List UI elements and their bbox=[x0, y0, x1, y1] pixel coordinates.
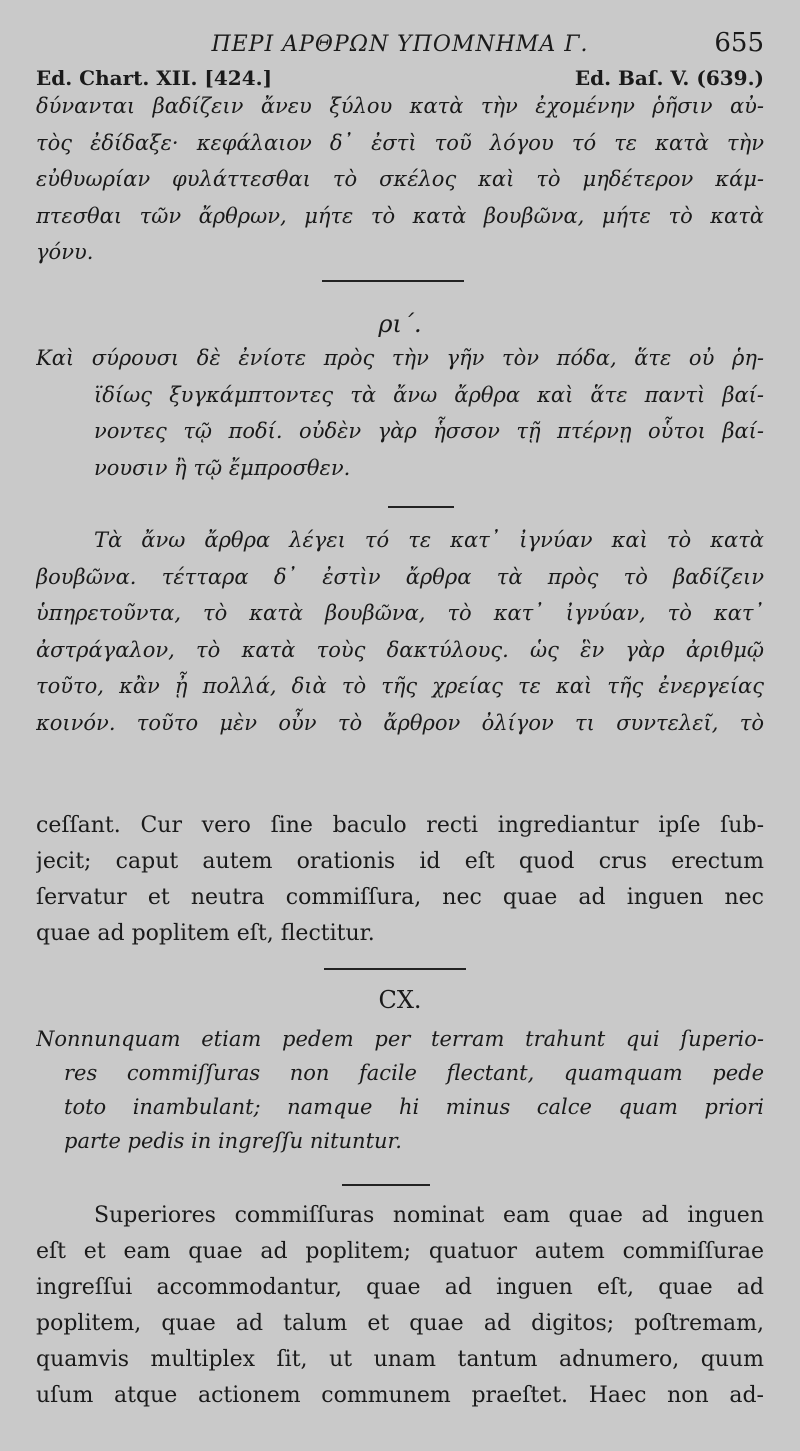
text-line: τὸς ἐδίδαξε· κεφάλαιον δ᾽ ἐστὶ τοῦ λόγου τό τε κατὰ τὴν bbox=[36, 130, 764, 155]
text-line: πτεσθαι τῶν ἄρθρων, μήτε τὸ κατὰ βουβῶνα, μήτε τὸ κατὰ bbox=[36, 203, 764, 228]
page-header bbox=[36, 28, 764, 68]
text-line: δύνανται βαδίζειν ἄνευ ξύλου κατὰ τὴν ἐχομένην ῥῆσιν αὐ- bbox=[36, 94, 764, 118]
text-line: ϊδίως ξυγκάμπτοντες τὰ ἄνω ἄρθρα καὶ ἅτε παντὶ βαί- bbox=[94, 382, 764, 407]
greek-section-number: ρι΄. bbox=[378, 310, 422, 338]
text-line: jecit; caput autem orationis id eſt quod crus erectum bbox=[36, 849, 764, 874]
text-line: quamvis multiplex ſit, ut unam tantum adnumero, quum bbox=[36, 1347, 764, 1372]
text-line: ſervatur et neutra commiſſura, nec quae ad inguen nec bbox=[36, 885, 764, 910]
text-line: γόνυ. bbox=[36, 240, 94, 264]
text-line: poplitem, quae ad talum et quae ad digitos; poſtremam, bbox=[36, 1311, 764, 1336]
edition-basel-ref: Ed. Baſ. V. (639.) bbox=[574, 66, 764, 90]
text-line: τοῦτο, κἂν ᾖ πολλά, διὰ τὸ τῆς χρείας τε καὶ τῆς ἐνεργείας bbox=[36, 674, 764, 698]
text-line: ceſſant. Cur vero ſine baculo recti ingrediantur ipſe ſub- bbox=[36, 813, 764, 838]
edition-chart-ref: Ed. Chart. XII. [424.] bbox=[36, 66, 273, 90]
text-line: eſt et eam quae ad poplitem; quatuor autem commiſſurae bbox=[36, 1239, 764, 1264]
section-divider bbox=[388, 506, 454, 508]
text-line: Superiores commiſſuras nominat eam quae ad inguen bbox=[94, 1203, 764, 1228]
latin-section-number: CX. bbox=[378, 986, 422, 1014]
text-line: κοινόν. τοῦτο μὲν οὖν τὸ ἄρθρον ὀλίγον τι συντελεῖ, τὸ bbox=[36, 710, 764, 735]
text-line: εὐθυωρίαν φυλάττεσθαι τὸ σκέλος καὶ τὸ μηδέτερον κάμ- bbox=[36, 167, 764, 191]
section-divider bbox=[342, 1184, 430, 1186]
text-line: Καὶ σύρουσι δὲ ἐνίοτε πρὸς τὴν γῆν τὸν πόδα, ἅτε οὐ ῥη- bbox=[36, 346, 764, 370]
text-line: ἀστράγαλον, τὸ κατὰ τοὺς δακτύλους. ὡς ἓν γὰρ ἀριθμῷ bbox=[36, 637, 764, 662]
greek-intro-paragraph bbox=[36, 88, 764, 271]
latin-intro-paragraph bbox=[36, 808, 764, 952]
text-line: ingreſſui accommodantur, quae ad inguen eſt, quae ad bbox=[36, 1275, 764, 1300]
text-line: res commiſſuras non facile flectant, quamquam pede bbox=[64, 1061, 764, 1085]
text-line: Nonnunquam etiam pedem per terram trahunt qui ſuperio- bbox=[36, 1027, 764, 1051]
text-line: quae ad poplitem eſt, flectitur. bbox=[36, 921, 375, 946]
text-line: Τὰ ἄνω ἄρθρα λέγει τό τε κατ᾽ ἰγνύαν καὶ τὸ κατὰ bbox=[94, 528, 764, 552]
page-number: 655 bbox=[714, 28, 764, 58]
text-line: toto inambulant; namque hi minus calce quam priori bbox=[64, 1095, 764, 1119]
greek-commentary-paragraph bbox=[36, 522, 764, 741]
text-line: νοντες τῷ ποδί. οὐδὲν γὰρ ἧσσον τῇ πτέρνῃ οὗτοι βαί- bbox=[94, 419, 764, 443]
latin-commentary-paragraph bbox=[36, 1198, 764, 1414]
section-divider bbox=[324, 968, 466, 970]
text-line: uſum atque actionem communem praeſtet. Haec non ad- bbox=[36, 1383, 764, 1408]
text-line: βουβῶνα. τέτταρα δ᾽ ἐστὶν ἄρθρα τὰ πρὸς τὸ βαδίζειν bbox=[36, 564, 764, 589]
greek-text-paragraph bbox=[36, 340, 764, 486]
text-line: ὑπηρετοῦντα, τὸ κατὰ βουβῶνα, τὸ κατ᾽ ἰγνύαν, τὸ κατ᾽ bbox=[36, 601, 764, 625]
text-line: νουσιν ἢ τῷ ἔμπροσθεν. bbox=[94, 455, 351, 480]
latin-text-paragraph bbox=[36, 1022, 764, 1158]
text-line: parte pedis in ingreſſu nituntur. bbox=[64, 1129, 402, 1153]
section-divider bbox=[322, 280, 464, 282]
running-title: ΠΕΡΙ ΑΡΘΡΩΝ ΥΠΟΜΝΗΜΑ Γ. bbox=[211, 32, 589, 57]
